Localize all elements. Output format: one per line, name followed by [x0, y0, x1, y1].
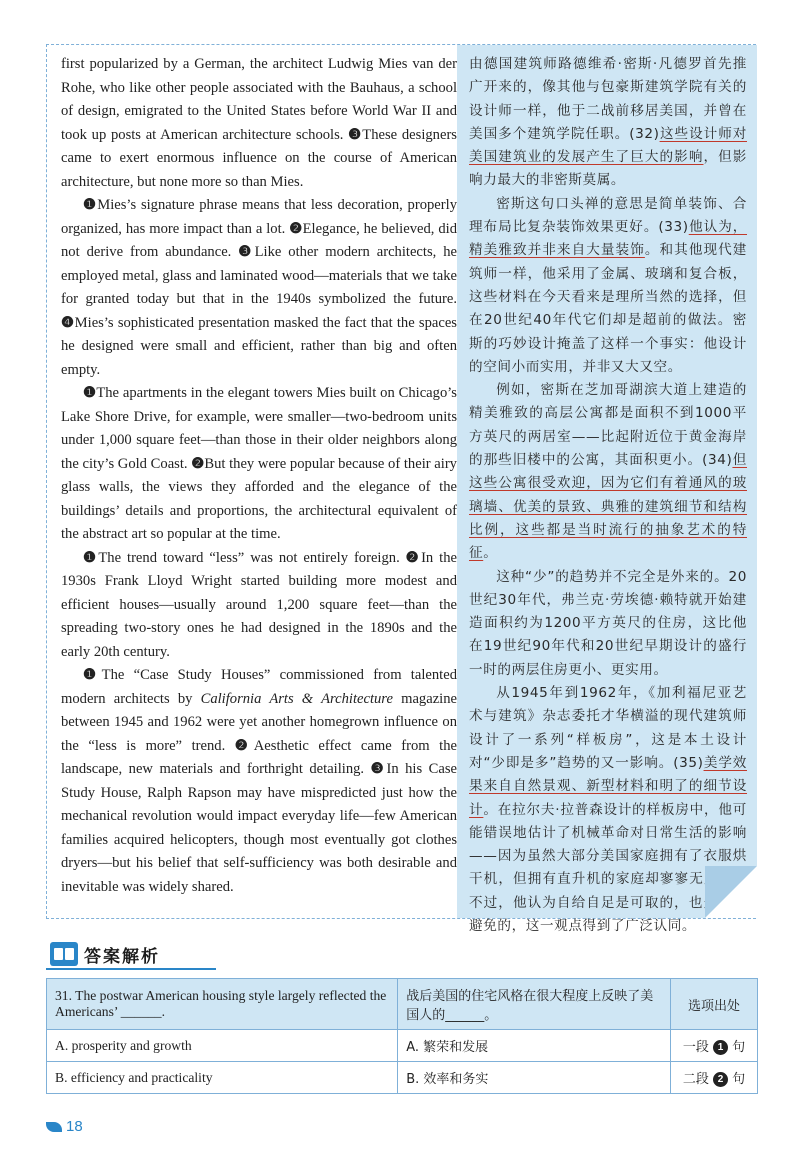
- en-paragraph-0: first popularized by a German, the architect Ludwig Mies van der Rohe, who like other people associated with the Bauhaus, a school of design, emigrated to the United States before World War II and took up posts at American architecture schools. ❸These designers came to exert enormous influence on the course of American architecture, but none more so than Mies.: [61, 56, 457, 190]
- en-paragraph-2: ❶The apartments in the elegant towers Mies built on Chicago’s Lake Shore Drive, for example, were smaller—two-bedroom units under 1,000 square feet—than those in their older neighbors along the city’s Gold Coast. ❷But they were popular because of their airy glass walls, the views they afforded and the elegance of the buildings’ details and proportions, the architectural equivalent of the abstract art so popular at the time.: [61, 385, 457, 542]
- sentence-number-badge: 1: [713, 1040, 728, 1055]
- option-en: A. prosperity and growth: [47, 1030, 398, 1062]
- page-fold-corner: [705, 866, 757, 918]
- option-zh: A. 繁荣和发展: [398, 1030, 671, 1062]
- question-zh: 战后美国的住宅风格在很大程度上反映了美国人的______。: [398, 979, 671, 1030]
- source-header: 选项出处: [671, 979, 758, 1030]
- zh-paragraph-1: 密斯这句口头禅的意思是简单装饰、合理布局比复杂装饰效果更好。(33)他认为，精美雅致并非来自大量装饰。和其他现代建筑师一样，他采用了金属、玻璃和复合板，这些材料在今天看来是理所当然的选择，但在20世纪40年代它们却是超前的做法。密斯的巧妙设计掩盖了这样一个事实：他设计的空间小而实用，并非又大又空。: [469, 195, 748, 375]
- zh-paragraph-0: 由德国建筑师路德维希·密斯·凡德罗首先推广开来的，像其他与包豪斯建筑学院有关的设计师一样，他于二战前移居美国，并曾在美国多个建筑学院任职。(32)这些设计师对美国建筑业的发展产生了巨大的影响，但影响力最大的非密斯莫属。: [469, 56, 747, 189]
- zh-paragraph-3: 这种“少”的趋势并不完全是外来的。20世纪30年代，弗兰克·劳埃德·赖特就开始建造面积约为1200平方英尺的住房，这比他在19世纪90年代和20世纪早期设计的盛行一时的两层住房更小、更实用。: [469, 568, 747, 678]
- table-row: [47, 1062, 758, 1094]
- option-en: B. efficiency and practicality: [47, 1062, 398, 1094]
- zh-paragraph-2: 例如，密斯在芝加哥湖滨大道上建造的精美雅致的高层公寓都是面积不到1000平方英尺的两居室——比起附近位于黄金海岸的那些旧楼中的公寓，其面积更小。(34)但这些公寓很受欢迎，因为它们有着通风的玻璃墙、优美的景致、典雅的建筑细节和结构比例，这些都是当时流行的抽象艺术的特征。: [469, 382, 747, 562]
- option-source: 二段 2 句: [671, 1062, 758, 1094]
- question-en: 31. The postwar American housing style largely reflected the Americans’ ______.: [47, 979, 398, 1030]
- answer-table: [46, 978, 758, 1094]
- book-icon: [50, 942, 78, 966]
- en-paragraph-4: ❶The “Case Study Houses” commissioned from talented modern architects by California Arts & Architecture magazine between 1945 and 1962 were yet another homegrown influence on the “less is more” trend. ❷Aesthetic effect came from the landscape, new materials and forthright detailing. ❸In his Case Study House, Ralph Rapson may have mispredicted just how the mechanical revolution would impact everyday life—few American families acquired helicopters, though most eventually got clothes dryers—but his belief that self-sufficiency was both desirable and inevitable was widely shared.: [61, 667, 457, 895]
- sentence-number-badge: 2: [713, 1072, 728, 1087]
- option-zh: B. 效率和务实: [398, 1062, 671, 1094]
- page-number: 18: [66, 1118, 83, 1135]
- answer-analysis-title: 答案解析: [84, 947, 160, 967]
- chinese-translation-column: [457, 45, 757, 934]
- table-row: [47, 1030, 758, 1062]
- en-paragraph-3: ❶The trend toward “less” was not entirely foreign. ❷In the 1930s Frank Lloyd Wright started building more modest and efficient houses—usually around 1,200 square feet—than the spreading two-story ones he had designed in the 1890s and the early 20th century.: [61, 549, 457, 660]
- leaf-icon: [46, 1122, 62, 1132]
- answer-analysis-header: [46, 940, 756, 970]
- answer-table-header: [47, 979, 758, 1030]
- zh-paragraph-4: 从1945年到1962年，《加利福尼亚艺术与建筑》杂志委托才华横溢的现代建筑师设计了一系列“样板房”，这是本土设计对“少即是多”趋势的又一影响。(35)美学效果来自自然景观、新型材料和明了的细节设计。在拉尔夫·拉普森设计的样板房中，他可能错误地估计了机械革命对日常生活的影响——因为虽然大部分美国家庭拥有了衣服烘干机，但拥有直升机的家庭却寥寥无几——不过，他认为自给自足是可取的，也是不可避免的，这一观点得到了广泛认同。: [469, 685, 747, 934]
- reading-passage-box: [46, 44, 756, 934]
- option-source: 一段 1 句: [671, 1030, 758, 1062]
- header-underline: [46, 968, 216, 970]
- en-paragraph-1: ❶Mies’s signature phrase means that less decoration, properly organized, has more impact than a lot. ❷Elegance, he believed, did not derive from abundance. ❸Like other modern architects, he employed metal, glass and laminated wood—materials that we take for granted today but that in the 1940s symbolized the future. ❹Mies’s sophisticated presentation masked the fact that the spaces he designed were small and efficient, rather than big and often empty.: [61, 197, 457, 378]
- english-text-column: [61, 53, 457, 899]
